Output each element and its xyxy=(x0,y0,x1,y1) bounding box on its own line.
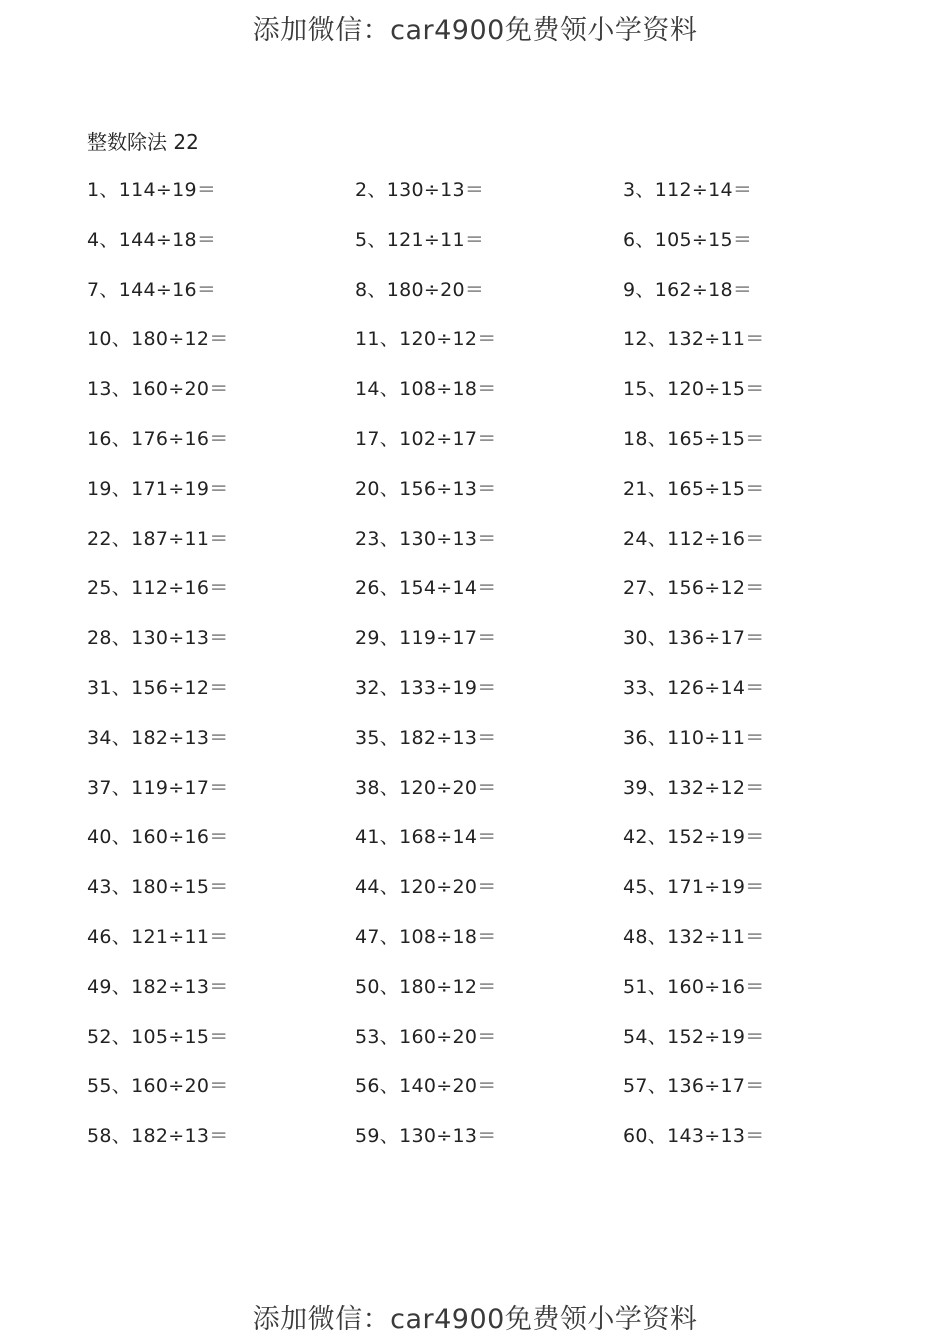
problem-item: 5、121÷11＝ xyxy=(355,228,485,251)
problem-item: 55、160÷20＝ xyxy=(87,1075,229,1098)
problem-item: 14、108÷18＝ xyxy=(355,378,497,401)
problem-item: 51、160÷16＝ xyxy=(623,975,765,998)
problem-item: 13、160÷20＝ xyxy=(87,378,229,401)
problem-item: 22、187÷11＝ xyxy=(87,527,229,550)
problem-item: 16、176÷16＝ xyxy=(87,427,229,450)
problem-item: 23、130÷13＝ xyxy=(355,527,497,550)
problem-item: 25、112÷16＝ xyxy=(87,577,229,600)
problem-item: 12、132÷11＝ xyxy=(623,328,765,351)
problem-item: 53、160÷20＝ xyxy=(355,1025,497,1048)
problem-item: 60、143÷13＝ xyxy=(623,1125,765,1148)
problem-item: 30、136÷17＝ xyxy=(623,627,765,650)
problem-item: 21、165÷15＝ xyxy=(623,477,765,500)
problem-item: 37、119÷17＝ xyxy=(87,776,229,799)
problem-item: 19、171÷19＝ xyxy=(87,477,229,500)
problem-item: 4、144÷18＝ xyxy=(87,228,217,251)
problem-item: 8、180÷20＝ xyxy=(355,278,485,301)
problem-item: 42、152÷19＝ xyxy=(623,826,765,849)
problem-item: 27、156÷12＝ xyxy=(623,577,765,600)
worksheet-title: 整数除法 22 xyxy=(87,130,199,154)
problem-item: 26、154÷14＝ xyxy=(355,577,497,600)
problem-item: 48、132÷11＝ xyxy=(623,925,765,948)
problem-item: 7、144÷16＝ xyxy=(87,278,217,301)
problem-item: 2、130÷13＝ xyxy=(355,179,485,201)
problem-item: 29、119÷17＝ xyxy=(355,627,497,650)
problem-item: 11、120÷12＝ xyxy=(355,328,497,351)
watermark-top: 添加微信：car4900免费领小学资料 xyxy=(252,15,698,46)
problem-item: 24、112÷16＝ xyxy=(623,527,765,550)
problem-item: 45、171÷19＝ xyxy=(623,876,765,899)
problem-item: 47、108÷18＝ xyxy=(355,925,497,948)
problem-item: 56、140÷20＝ xyxy=(355,1075,497,1098)
problem-item: 38、120÷20＝ xyxy=(355,776,497,799)
problem-item: 18、165÷15＝ xyxy=(623,427,765,450)
problem-item: 52、105÷15＝ xyxy=(87,1025,229,1048)
problem-item: 28、130÷13＝ xyxy=(87,627,229,650)
problem-item: 35、182÷13＝ xyxy=(355,726,497,749)
problem-item: 6、105÷15＝ xyxy=(623,228,753,251)
problem-item: 49、182÷13＝ xyxy=(87,975,229,998)
header-ghost-text xyxy=(0,40,950,54)
watermark-bottom: 添加微信：car4900免费领小学资料 xyxy=(252,1304,698,1335)
problem-grid xyxy=(87,171,907,1167)
problem-item: 10、180÷12＝ xyxy=(87,328,229,351)
problem-item: 54、152÷19＝ xyxy=(623,1025,765,1048)
footer-ghost-text xyxy=(0,1278,950,1290)
problem-item: 36、110÷11＝ xyxy=(623,726,765,749)
problem-item: 1、114÷19＝ xyxy=(87,179,217,201)
problem-item: 32、133÷19＝ xyxy=(355,676,497,699)
problem-item: 58、182÷13＝ xyxy=(87,1125,229,1148)
problem-item: 41、168÷14＝ xyxy=(355,826,497,849)
problem-item: 33、126÷14＝ xyxy=(623,676,765,699)
problem-item: 44、120÷20＝ xyxy=(355,876,497,899)
problem-item: 17、102÷17＝ xyxy=(355,427,497,450)
problem-item: 9、162÷18＝ xyxy=(623,278,753,301)
problem-item: 15、120÷15＝ xyxy=(623,378,765,401)
problem-item: 31、156÷12＝ xyxy=(87,676,229,699)
problem-item: 3、112÷14＝ xyxy=(623,179,753,201)
problem-item: 50、180÷12＝ xyxy=(355,975,497,998)
problem-item: 59、130÷13＝ xyxy=(355,1125,497,1148)
problem-item: 46、121÷11＝ xyxy=(87,925,229,948)
problem-item: 34、182÷13＝ xyxy=(87,726,229,749)
problem-item: 43、180÷15＝ xyxy=(87,876,229,899)
problem-item: 20、156÷13＝ xyxy=(355,477,497,500)
problem-item: 39、132÷12＝ xyxy=(623,776,765,799)
problem-item: 57、136÷17＝ xyxy=(623,1075,765,1098)
problem-item: 40、160÷16＝ xyxy=(87,826,229,849)
